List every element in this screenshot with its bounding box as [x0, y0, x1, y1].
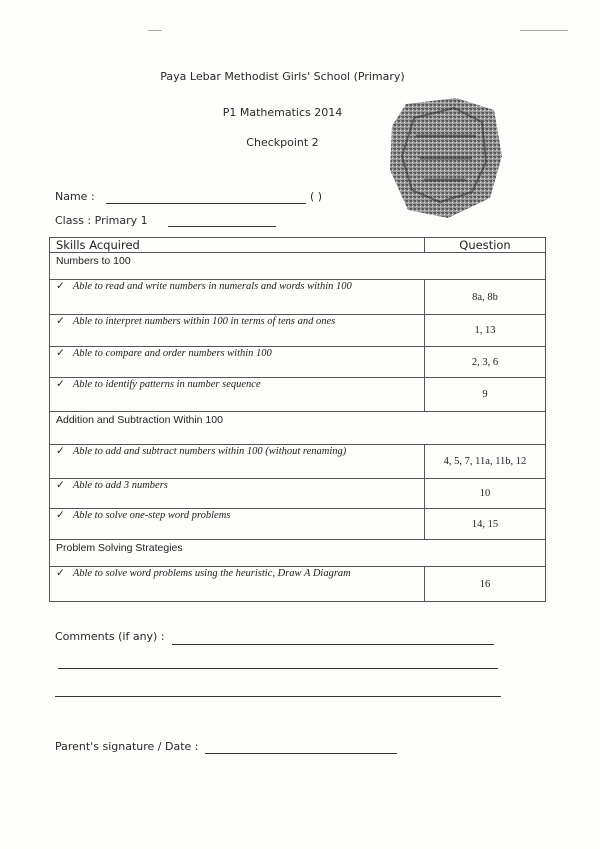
comments-label: Comments (if any) :	[55, 630, 165, 643]
table-row	[50, 315, 546, 347]
question-cell: 1, 13	[425, 315, 546, 347]
school-stamp	[386, 96, 504, 220]
section-row	[50, 253, 546, 280]
table-row	[50, 509, 546, 540]
skill-cell	[50, 509, 425, 540]
scan-mark	[520, 30, 568, 31]
table-row	[50, 479, 546, 509]
table-row	[50, 445, 546, 479]
check-mark-icon: ✓	[56, 281, 65, 292]
check-mark-icon: ✓	[56, 510, 65, 521]
skill-text: Able to add 3 numbers	[72, 480, 168, 491]
check-mark-icon: ✓	[56, 480, 65, 491]
school-name: Paya Lebar Methodist Girls' School (Primary)	[160, 70, 405, 83]
table-row	[50, 378, 546, 412]
section-title: Problem Solving Strategies	[50, 540, 546, 567]
check-mark-icon: ✓	[56, 379, 65, 390]
class-field[interactable]	[168, 226, 276, 227]
check-mark-icon: ✓	[56, 348, 65, 359]
question-cell: 2, 3, 6	[425, 347, 546, 378]
question-header: Question	[425, 238, 546, 253]
subject-title: P1 Mathematics 2014	[222, 106, 343, 119]
question-cell: 16	[425, 567, 546, 602]
name-label: Name :	[55, 190, 95, 203]
section-title: Numbers to 100	[50, 253, 546, 280]
skill-cell	[50, 347, 425, 378]
section-title: Addition and Subtraction Within 100	[50, 412, 546, 445]
skill-cell	[50, 479, 425, 509]
skills-table	[49, 237, 546, 602]
skill-text: Able to solve word problems using the heuristic, Draw A Diagram	[72, 568, 351, 579]
skill-text: Able to read and write numbers in numerals and words within 100	[72, 281, 352, 292]
check-mark-icon: ✓	[56, 446, 65, 457]
comments-line-1[interactable]	[172, 644, 494, 645]
skills-acquired-header: Skills Acquired	[50, 238, 425, 253]
section-row	[50, 540, 546, 567]
table-row	[50, 280, 546, 315]
skill-text: Able to interpret numbers within 100 in terms of tens and ones	[72, 316, 336, 327]
skill-text: Able to identify patterns in number sequence	[72, 379, 261, 390]
parent-signature-label: Parent's signature / Date :	[55, 740, 199, 753]
section-row	[50, 412, 546, 445]
question-cell: 9	[425, 378, 546, 412]
question-cell: 8a, 8b	[425, 280, 546, 315]
skill-cell	[50, 280, 425, 315]
check-mark-icon: ✓	[56, 316, 65, 327]
parent-signature-line[interactable]	[205, 753, 397, 754]
table-row	[50, 347, 546, 378]
question-cell: 4, 5, 7, 11a, 11b, 12	[425, 445, 546, 479]
skill-cell	[50, 315, 425, 347]
table-row	[50, 567, 546, 602]
skill-text: Able to add and subtract numbers within 100 (without renaming)	[72, 446, 347, 457]
scan-mark	[148, 30, 162, 31]
skill-cell	[50, 445, 425, 479]
comments-line-3[interactable]	[55, 696, 501, 697]
index-number-field[interactable]: ( )	[310, 190, 323, 203]
skill-cell	[50, 378, 425, 412]
skill-text: Able to compare and order numbers within 100	[72, 348, 272, 359]
class-label: Class : Primary 1	[55, 214, 148, 227]
question-cell: 10	[425, 479, 546, 509]
name-field[interactable]	[106, 203, 306, 204]
skill-text: Able to solve one-step word problems	[72, 510, 231, 521]
comments-line-2[interactable]	[58, 668, 498, 669]
question-cell: 14, 15	[425, 509, 546, 540]
skill-cell	[50, 567, 425, 602]
checkpoint-title: Checkpoint 2	[246, 136, 319, 149]
check-mark-icon: ✓	[56, 568, 65, 579]
